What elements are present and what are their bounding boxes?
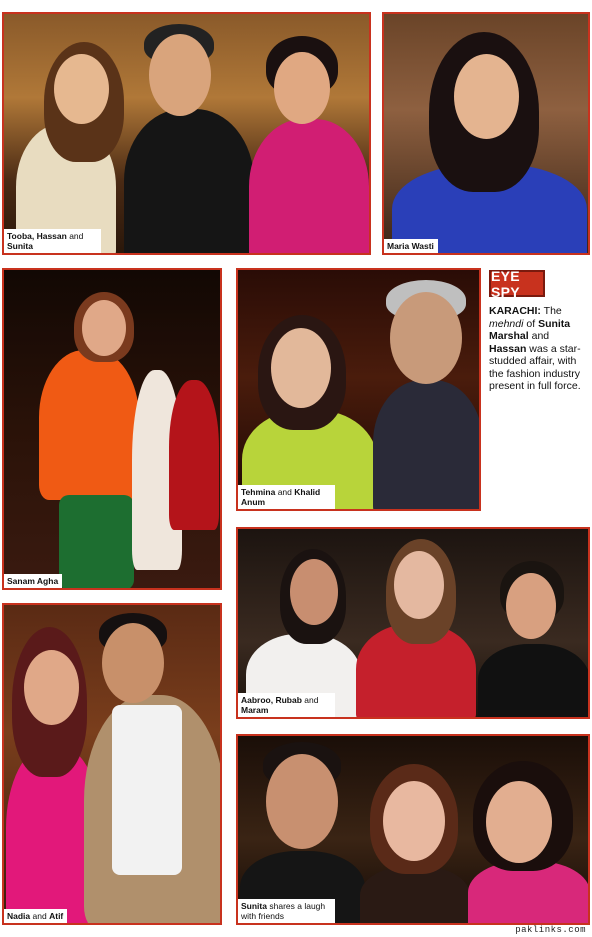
- caption-p2: Maria Wasti: [384, 239, 438, 253]
- photo-aabroo-rubab-maram: [236, 527, 590, 719]
- caption-p6: Nadia and Atif: [4, 909, 67, 923]
- eye-spy-intro: KARACHI: The mehndi of Sunita Marshal and Hassan was a star-studded affair, with the fashion industry present in full force.: [489, 305, 581, 392]
- caption-p7: Sunita shares a laugh with friends: [238, 899, 335, 923]
- caption-p4: Tehmina and Khalid Anum: [238, 485, 335, 509]
- photo-maria-wasti: [382, 12, 590, 255]
- photo-tooba-hassan-sunita: [2, 12, 371, 255]
- caption-p1: Tooba, Hassan and Sunita: [4, 229, 101, 253]
- caption-p3: Sanam Agha: [4, 574, 62, 588]
- eye-spy-badge: EYE SPY: [489, 270, 545, 297]
- watermark: paklinks.com: [515, 925, 586, 935]
- photo-nadia-atif: [2, 603, 222, 925]
- photo-sanam-agha: [2, 268, 222, 590]
- photo-sunita-laughing: [236, 734, 590, 925]
- caption-p5: Aabroo, Rubab and Maram: [238, 693, 335, 717]
- photo-tehmina-khalid-anum: [236, 268, 481, 511]
